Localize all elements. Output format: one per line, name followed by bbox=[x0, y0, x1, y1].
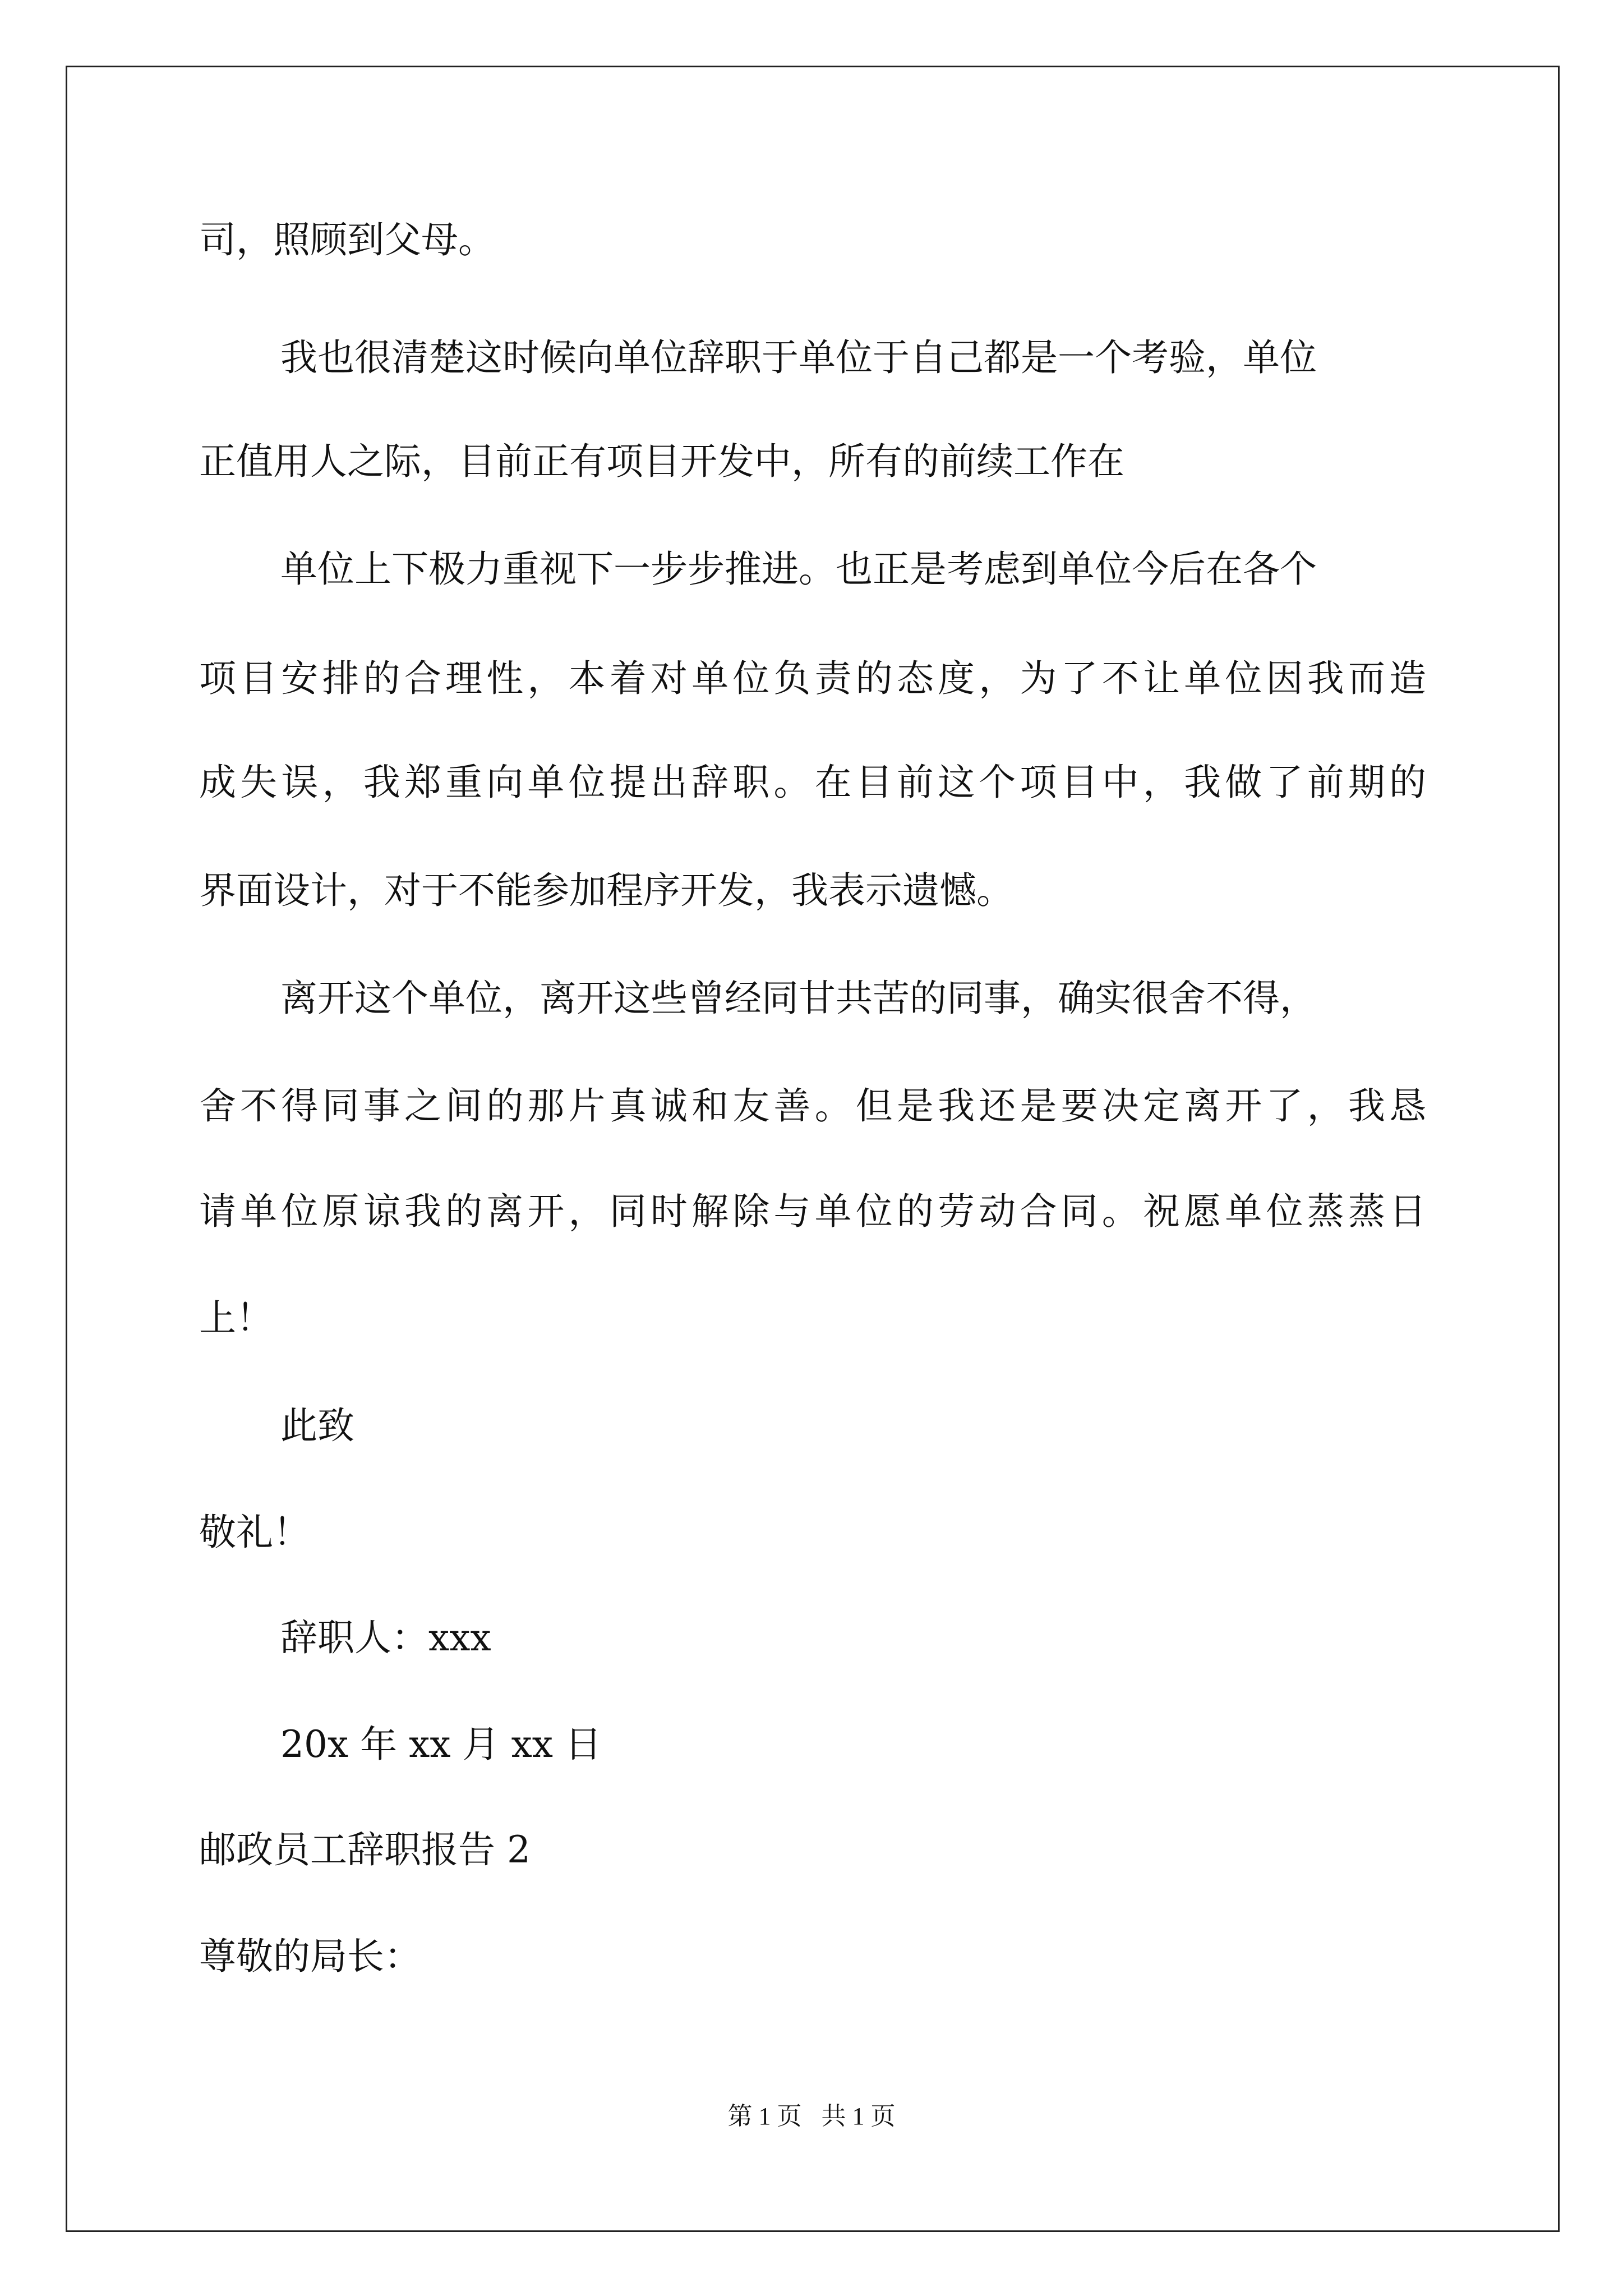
signature-line: 辞职人：xxx bbox=[280, 1616, 491, 1659]
text-line: 此致 bbox=[280, 1404, 354, 1447]
text-line: 离开这个单位，离开这些曾经同甘共苦的同事，确实很舍不得， bbox=[280, 977, 1317, 1020]
text-line: 正值用人之际，目前正有项目开发中，所有的前续工作在 bbox=[199, 440, 1124, 483]
text-line: 项目安排的合理性，本着对单位负责的态度，为了不让单位因我而造 bbox=[199, 657, 1426, 700]
page-footer bbox=[0, 2101, 1623, 2132]
salutation-line: 尊敬的局长： bbox=[199, 1935, 421, 1978]
text-line: 请单位原谅我的离开，同时解除与单位的劳动合同。祝愿单位蒸蒸日 bbox=[199, 1190, 1426, 1233]
page-border bbox=[66, 66, 1560, 2232]
text-line: 我也很清楚这时候向单位辞职于单位于自己都是一个考验，单位 bbox=[280, 336, 1317, 379]
text-line: 界面设计，对于不能参加程序开发，我表示遗憾。 bbox=[199, 869, 1013, 912]
page-total: 共 1 页 bbox=[821, 2102, 896, 2130]
text-line: 单位上下极力重视下一步步推进。也正是考虑到单位今后在各个 bbox=[280, 547, 1317, 591]
section-title: 邮政员工辞职报告 2 bbox=[199, 1828, 531, 1871]
text-line: 舍不得同事之间的那片真诚和友善。但是我还是要决定离开了，我恳 bbox=[199, 1084, 1426, 1128]
date-line: 20x 年 xx 月 xx 日 bbox=[280, 1723, 602, 1766]
text-line: 上！ bbox=[199, 1296, 273, 1340]
text-line: 成失误，我郑重向单位提出辞职。在目前这个项目中，我做了前期的 bbox=[199, 761, 1426, 804]
page-number: 第 1 页 bbox=[727, 2102, 802, 2130]
text-line: 敬礼！ bbox=[199, 1511, 310, 1554]
text-line: 司，照顾到父母。 bbox=[199, 218, 495, 261]
